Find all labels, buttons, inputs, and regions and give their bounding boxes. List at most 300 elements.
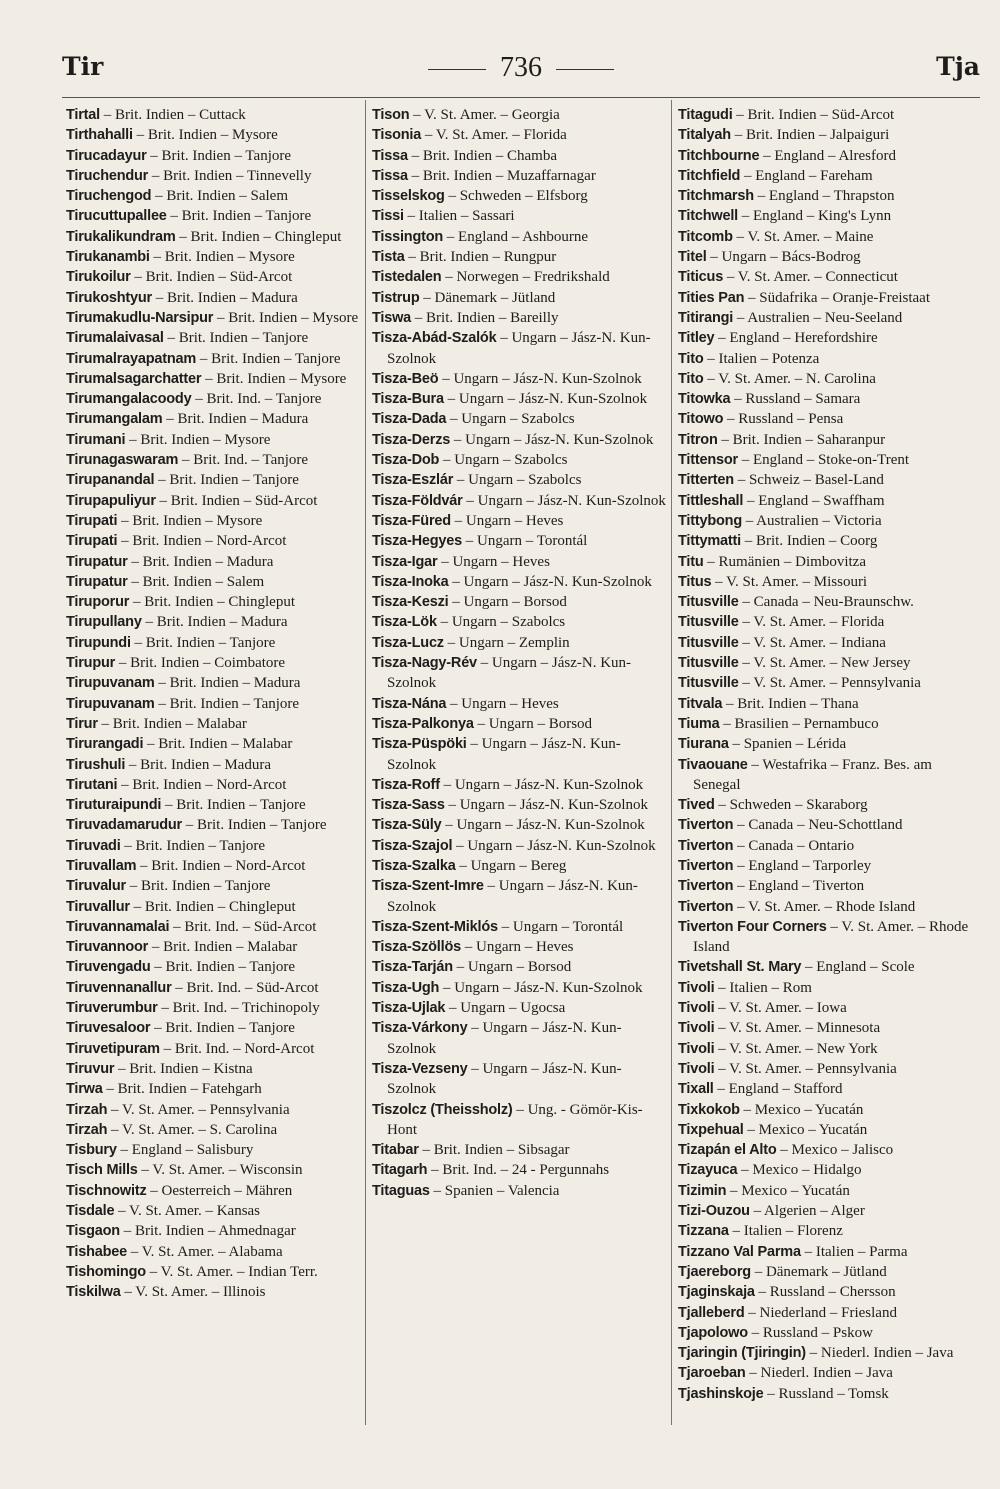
entry-place-name: Tirukanambi — [66, 249, 150, 266]
entry-place-name: Tizimin — [678, 1182, 727, 1199]
gazetteer-entry — [66, 166, 360, 186]
gazetteer-entry — [678, 815, 978, 835]
gazetteer-entry — [678, 1079, 978, 1099]
entry-location-details: – Brit. Indien – Salem — [155, 188, 288, 205]
entry-place-name: Tisgaon — [66, 1223, 120, 1240]
gazetteer-entry — [372, 369, 666, 389]
entry-location-details: – V. St. Amer. – Rhode Island — [737, 898, 916, 915]
entry-place-name: Tities Pan — [678, 289, 745, 306]
entry-location-details: – V. St. Amer. – Missouri — [715, 573, 868, 590]
gazetteer-entry — [372, 186, 666, 206]
gazetteer-entry — [372, 227, 666, 247]
entry-place-name: Tiuma — [678, 715, 720, 732]
gazetteer-entry — [372, 450, 666, 470]
gazetteer-entry — [372, 795, 666, 815]
entry-location-details: – England – Swaffham — [746, 492, 885, 509]
entry-place-name: Tishomingo — [66, 1263, 146, 1280]
entry-location-details: – Brit. Indien – Mysore — [153, 249, 295, 266]
entry-place-name: Tizayuca — [678, 1162, 738, 1179]
entry-place-name: Tittymatti — [678, 533, 741, 550]
entry-location-details: – Norwegen – Fredrikshald — [445, 269, 610, 286]
gazetteer-entry — [66, 1120, 360, 1140]
gazetteer-entry — [678, 511, 978, 531]
entry-location-details: – Brit. Indien – Süd-Arcot — [134, 269, 293, 286]
gazetteer-entry — [66, 1160, 360, 1180]
gazetteer-entry — [372, 876, 666, 917]
gazetteer-entry — [678, 1282, 978, 1302]
gazetteer-column-3 — [678, 105, 978, 1404]
entry-place-name: Tiverton — [678, 878, 734, 895]
entry-place-name: Tisza-Lucz — [372, 634, 444, 651]
gazetteer-entry — [66, 1079, 360, 1099]
entry-location-details: – Ungarn – Jász-N. Kun-Szolnok — [442, 370, 642, 387]
entry-location-details: – Ungarn – Jász-N. Kun-Szolnok — [387, 1060, 622, 1098]
entry-place-name: Tisza-Derzs — [372, 431, 451, 448]
entry-location-details: – Mexico – Yucatán — [730, 1182, 850, 1199]
entry-location-details: – England – Scole — [805, 959, 915, 976]
gazetteer-entry — [372, 166, 666, 186]
entry-place-name: Tirukoilur — [66, 269, 131, 286]
entry-location-details: – Ungarn – Zemplin — [447, 634, 570, 651]
entry-location-details: – Mexico – Yucatán — [743, 1101, 864, 1118]
gazetteer-entry — [66, 247, 360, 267]
entry-location-details: – Ungarn – Jász-N. Kun-Szolnok — [442, 979, 643, 996]
gazetteer-entry — [66, 612, 360, 632]
entry-location-details: – Brit. Indien – Tanjore — [158, 695, 300, 712]
entry-place-name: Tisza-Szajol — [372, 837, 453, 854]
entry-location-details: – Brit. Indien – Coimbatore — [118, 655, 286, 672]
gazetteer-entry — [372, 1181, 666, 1201]
gazetteer-entry — [66, 755, 360, 775]
gazetteer-entry — [678, 470, 978, 490]
gazetteer-entry — [678, 389, 978, 409]
entry-location-details: – Russland – Pensa — [727, 411, 844, 428]
entry-place-name: Tjaroeban — [678, 1365, 746, 1382]
entry-place-name: Tiruturaipundi — [66, 797, 162, 814]
entry-location-details: – Brit. Indien – Süd-Arcot — [159, 492, 318, 509]
entry-location-details: – Brit. Indien – Chingleput — [132, 594, 296, 611]
entry-location-details: – Ungarn – Szabolcs — [442, 452, 568, 469]
gazetteer-entry — [678, 1059, 978, 1079]
gazetteer-entry — [372, 430, 666, 450]
entry-place-name: Tissa — [372, 167, 408, 184]
gazetteer-entry — [66, 1181, 360, 1201]
gazetteer-entry — [678, 227, 978, 247]
entry-place-name: Titicus — [678, 269, 724, 286]
entry-location-details: – Brit. Indien – Mysore — [121, 512, 263, 529]
entry-place-name: Tirutani — [66, 776, 118, 793]
entry-place-name: Titusville — [678, 655, 739, 672]
gazetteer-entry — [372, 978, 666, 998]
entry-place-name: Tittensor — [678, 452, 738, 469]
entry-place-name: Titalyah — [678, 127, 731, 144]
entry-location-details: – Ungarn – Borsod — [477, 715, 593, 732]
entry-place-name: Tirtal — [66, 107, 100, 123]
gazetteer-entry — [66, 917, 360, 937]
gazetteer-entry — [678, 673, 978, 693]
gazetteer-entry — [372, 998, 666, 1018]
entry-location-details: – Brit. Indien – Madura — [166, 411, 309, 428]
gazetteer-entry — [66, 552, 360, 572]
entry-location-details: – Brit. Indien – Cuttack — [103, 107, 246, 123]
gazetteer-entry — [66, 856, 360, 876]
gazetteer-entry — [372, 511, 666, 531]
entry-location-details: – Brit. Indien – Chingleput — [133, 898, 296, 915]
entry-location-details: – Schweden – Elfsborg — [448, 188, 588, 205]
header-rule — [62, 97, 980, 98]
entry-location-details: – Italien – Parma — [804, 1243, 908, 1260]
entry-location-details: – Brit. Indien – Tanjore — [129, 878, 271, 895]
entry-place-name: Tirthahalli — [66, 127, 133, 144]
entry-location-details: – Mexico – Hidalgo — [741, 1162, 862, 1179]
gazetteer-entry — [678, 897, 978, 917]
entry-place-name: Tischnowitz — [66, 1182, 147, 1199]
entry-place-name: Tirzah — [66, 1121, 108, 1138]
entry-location-details: – Brit. Indien – Rungpur — [408, 249, 557, 266]
entry-place-name: Titchbourne — [678, 147, 760, 164]
entry-location-details: – Brit. Indien – Coorg — [744, 533, 878, 550]
gazetteer-entry — [66, 1100, 360, 1120]
gazetteer-entry — [678, 734, 978, 754]
entry-place-name: Tirupati — [66, 512, 118, 529]
entry-location-details: – V. St. Amer. – Florida — [424, 127, 567, 144]
entry-location-details: – Brit. Indien – Tanjore — [154, 1020, 295, 1037]
gazetteer-entry — [66, 1242, 360, 1262]
gazetteer-entry — [372, 612, 666, 632]
gazetteer-entry — [372, 775, 666, 795]
entry-location-details: – Oesterreich – Mähren — [150, 1182, 293, 1199]
entry-location-details: – Brit. Indien – Madura — [128, 756, 271, 773]
gazetteer-entry — [66, 633, 360, 653]
entry-location-details: – England – Salisbury — [120, 1142, 254, 1159]
entry-place-name: Tirumangalam — [66, 411, 163, 428]
gazetteer-entry — [678, 876, 978, 896]
entry-location-details: – Algerien – Alger — [753, 1203, 865, 1220]
entry-place-name: Tiverton — [678, 837, 734, 854]
gazetteer-entry — [678, 1323, 978, 1343]
gazetteer-entry — [66, 998, 360, 1018]
entry-location-details: – V. St. Amer. – Connecticut — [726, 269, 898, 286]
entry-location-details: – Brit. Indien – Salem — [131, 573, 265, 590]
entry-location-details: – Russland – Samara — [734, 391, 861, 408]
gazetteer-entry — [678, 1100, 978, 1120]
gazetteer-entry — [678, 430, 978, 450]
gazetteer-entry — [66, 125, 360, 145]
entry-place-name: Titusville — [678, 594, 739, 611]
entry-location-details: – Brit. Indien – Madura — [145, 614, 288, 631]
entry-location-details: – Italien – Sassari — [407, 208, 515, 225]
entry-place-name: Tito — [678, 350, 704, 367]
gazetteer-entry — [66, 714, 360, 734]
gazetteer-entry — [372, 1018, 666, 1059]
gazetteer-entry — [678, 653, 978, 673]
entry-location-details: – Ungarn – Jász-N. Kun-Szolnok — [387, 655, 632, 692]
page-header — [62, 52, 980, 92]
gazetteer-entry — [372, 1100, 666, 1141]
gazetteer-entry — [678, 186, 978, 206]
gazetteer-entry — [66, 146, 360, 166]
gazetteer-entry — [678, 369, 978, 389]
entry-place-name: Tirupapuliyur — [66, 492, 156, 509]
entry-place-name: Titowka — [678, 391, 731, 408]
gazetteer-entry — [372, 308, 666, 328]
gazetteer-entry — [678, 1384, 978, 1404]
column-divider — [671, 100, 672, 1425]
gazetteer-entry — [372, 653, 666, 694]
gazetteer-entry — [678, 491, 978, 511]
entry-location-details: – England – Thrapston — [757, 188, 895, 205]
entry-location-details: – Brit. Indien – Tanjore — [150, 147, 292, 164]
gazetteer-entry — [66, 531, 360, 551]
entry-place-name: Tisza-Ujlak — [372, 1000, 446, 1017]
entry-place-name: Tisch Mills — [66, 1162, 138, 1179]
gazetteer-entry — [66, 572, 360, 592]
entry-location-details: – Brit. Ind. – Süd-Arcot — [175, 979, 319, 996]
header-right-catchword: Tja — [936, 52, 980, 81]
entry-place-name: Tisza-Igar — [372, 553, 438, 570]
gazetteer-entry — [678, 836, 978, 856]
entry-location-details: – Brit. Indien – Madura — [131, 553, 274, 570]
entry-place-name: Tizzano Val Parma — [678, 1243, 801, 1260]
entry-place-name: Tiruchendur — [66, 167, 149, 184]
gazetteer-entry — [372, 714, 666, 734]
entry-location-details: – V. St. Amer. – Pennsylvania — [742, 675, 921, 692]
gazetteer-entry — [66, 734, 360, 754]
entry-place-name: Tirurangadi — [66, 736, 144, 753]
entry-location-details: – Brit. Indien – Mysore — [216, 309, 359, 326]
entry-place-name: Titterten — [678, 472, 734, 489]
entry-place-name: Tisza-Roff — [372, 776, 440, 793]
page-number: 736 — [500, 52, 542, 83]
entry-place-name: Titvala — [678, 695, 723, 712]
entry-location-details: – V. St. Amer. – Pennsylvania — [718, 1060, 897, 1077]
gazetteer-entry — [66, 653, 360, 673]
entry-location-details: – Brit. Indien – Malabar — [101, 715, 247, 732]
gazetteer-entry — [372, 288, 666, 308]
gazetteer-entry — [678, 694, 978, 714]
gazetteer-entry — [66, 937, 360, 957]
entry-location-details: – V. St. Amer. – New Jersey — [742, 655, 911, 672]
entry-location-details: – Brit. Indien – Madura — [155, 289, 298, 306]
gazetteer-entry — [372, 470, 666, 490]
gazetteer-entry — [372, 389, 666, 409]
gazetteer-entry — [678, 1201, 978, 1221]
entry-location-details: – Ungarn – Jász-N. Kun-Szolnok — [387, 1020, 622, 1057]
entry-place-name: Titaguas — [372, 1182, 430, 1199]
entry-place-name: Tisza-Vezseny — [372, 1060, 468, 1077]
entry-location-details: – V. St. Amer. – Alabama — [130, 1243, 283, 1260]
gazetteer-entry — [66, 288, 360, 308]
gazetteer-entry — [678, 288, 978, 308]
entry-location-details: – Brit. Indien – Mysore — [136, 127, 278, 144]
gazetteer-entry — [372, 247, 666, 267]
entry-location-details: – V. St. Amer. – Maine — [736, 228, 874, 245]
entry-place-name: Tisza-Hegyes — [372, 533, 463, 550]
gazetteer-entry — [66, 897, 360, 917]
entry-location-details: – Canada – Neu-Schottland — [737, 817, 903, 834]
gazetteer-entry — [678, 592, 978, 612]
entry-place-name: Tizi-Ouzou — [678, 1203, 750, 1220]
entry-location-details: – Dänemark – Jütland — [754, 1263, 887, 1280]
entry-location-details: – England – Herefordshire — [718, 330, 878, 347]
gazetteer-entry — [372, 125, 666, 145]
entry-location-details: – Ungarn – Jász-N. Kun-Szolnok — [448, 797, 649, 814]
entry-location-details: – Ungarn – Jász-N. Kun-Szolnok — [387, 878, 638, 915]
gazetteer-entry — [66, 389, 360, 409]
entry-place-name: Tirupati — [66, 533, 118, 550]
entry-location-details: – V. St. Amer. – Georgia — [413, 107, 560, 123]
entry-place-name: Tisdale — [66, 1203, 115, 1220]
gazetteer-entry — [678, 1140, 978, 1160]
entry-place-name: Tirzah — [66, 1101, 108, 1118]
entry-location-details: – Brit. Indien – Ahmednagar — [123, 1223, 296, 1240]
entry-place-name: Tiruverumbur — [66, 1000, 158, 1017]
gazetteer-entry — [678, 1039, 978, 1059]
gazetteer-entry — [678, 795, 978, 815]
entry-location-details: – Ungarn – Heves — [450, 695, 559, 712]
entry-place-name: Tixall — [678, 1081, 714, 1098]
entry-location-details: – Schweiz – Basel-Land — [737, 472, 884, 489]
gazetteer-entry — [66, 328, 360, 348]
entry-place-name: Tiruvadamarudur — [66, 817, 182, 834]
gazetteer-entry — [66, 1140, 360, 1160]
entry-location-details: – Niederl. Indien – Java — [809, 1345, 954, 1362]
gazetteer-entry — [66, 491, 360, 511]
gazetteer-entry — [66, 957, 360, 977]
gazetteer-entry — [372, 734, 666, 775]
gazetteer-entry — [678, 531, 978, 551]
entry-location-details: – Ungarn – Torontál — [465, 533, 588, 550]
entry-location-details: – V. St. Amer. – S. Carolina — [111, 1121, 278, 1138]
entry-location-details: – Brit. Indien – Jalpaiguri — [734, 127, 890, 144]
entry-location-details: – Mexico – Jalisco — [780, 1142, 894, 1159]
entry-place-name: Tiruvur — [66, 1060, 115, 1077]
gazetteer-entry — [678, 166, 978, 186]
gazetteer-entry — [372, 105, 666, 125]
gazetteer-entry — [66, 1221, 360, 1241]
entry-place-name: Titagudi — [678, 107, 733, 123]
entry-place-name: Tiruchengod — [66, 188, 152, 205]
entry-location-details: – England – Stoke-on-Trent — [741, 452, 910, 469]
gazetteer-entry — [678, 714, 978, 734]
gazetteer-entry — [66, 815, 360, 835]
gazetteer-entry — [678, 1303, 978, 1323]
gazetteer-entry — [678, 125, 978, 145]
gazetteer-column-2 — [372, 105, 666, 1201]
entry-place-name: Tiverton Four Corners — [678, 918, 827, 935]
entry-place-name: Tivoli — [678, 1040, 715, 1057]
entry-place-name: Tiruvannamalai — [66, 918, 170, 935]
entry-location-details: – Australien – Victoria — [745, 512, 882, 529]
entry-location-details: – Ungarn – Bereg — [459, 857, 567, 874]
entry-place-name: Tisza-Keszi — [372, 594, 449, 611]
entry-location-details: – Brit. Indien – Tanjore — [199, 350, 341, 367]
entry-location-details: – England – Fareham — [743, 167, 873, 184]
gazetteer-entry — [678, 1160, 978, 1180]
entry-place-name: Tizapán el Alto — [678, 1142, 777, 1159]
entry-location-details: – Westafrika – Franz. Bes. am Senegal — [693, 756, 932, 793]
entry-location-details: – Brit. Indien – Fatehgarh — [106, 1081, 262, 1098]
entry-location-details: – Ungarn – Jász-N. Kun-Szolnok — [456, 837, 656, 854]
gazetteer-entry — [372, 491, 666, 511]
entry-location-details: – V. St. Amer. – Iowa — [718, 1000, 847, 1017]
entry-place-name: Tirucadayur — [66, 147, 147, 164]
entry-location-details: – Brit. Indien – Tanjore — [134, 634, 276, 651]
gazetteer-entry — [678, 247, 978, 267]
entry-location-details: – Brit. Indien – Tanjore — [185, 817, 327, 834]
gazetteer-entry — [372, 1059, 666, 1100]
gazetteer-entry — [66, 1282, 360, 1302]
gazetteer-entry — [678, 328, 978, 348]
entry-location-details: – V. St. Amer. – Pennsylvania — [111, 1101, 290, 1118]
gazetteer-entry — [678, 998, 978, 1018]
gazetteer-entry — [678, 1262, 978, 1282]
gazetteer-entry — [678, 856, 978, 876]
entry-place-name: Tisza-Szalka — [372, 857, 456, 874]
entry-place-name: Tiswa — [372, 309, 412, 326]
gazetteer-entry — [372, 592, 666, 612]
entry-location-details: – Brit. Indien – Tanjore — [158, 472, 299, 489]
gazetteer-entry — [678, 1363, 978, 1383]
gazetteer-entry — [372, 572, 666, 592]
entry-place-name: Tivoli — [678, 1000, 715, 1017]
gazetteer-entry — [66, 369, 360, 389]
gazetteer-entry — [66, 308, 360, 328]
entry-location-details: – Ungarn – Ugocsa — [449, 1000, 566, 1017]
entry-location-details: – Canada – Ontario — [737, 837, 855, 854]
gazetteer-entry — [678, 1181, 978, 1201]
entry-location-details: – Ungarn – Szabolcs — [440, 614, 566, 631]
entry-place-name: Tirumalsagarchatter — [66, 370, 202, 387]
entry-location-details: – Brit. Indien – Saharanpur — [721, 431, 886, 448]
entry-location-details: – V. St. Amer. – Florida — [742, 614, 885, 631]
entry-location-details: – Dänemark – Jütland — [423, 289, 556, 306]
entry-location-details: – Brit. Ind. – 24 - Pergunnahs — [431, 1162, 610, 1179]
entry-location-details: – Brit. Indien – Mysore — [205, 370, 347, 387]
entry-place-name: Tisza-Inoka — [372, 573, 449, 590]
entry-location-details: – Ungarn – Szabolcs — [456, 472, 582, 489]
entry-place-name: Titcomb — [678, 228, 733, 245]
entry-location-details: – V. St. Amer. – Minnesota — [718, 1020, 881, 1037]
entry-place-name: Tisza-Lök — [372, 614, 437, 631]
gazetteer-entry — [66, 227, 360, 247]
entry-place-name: Tisza-Beö — [372, 370, 439, 387]
entry-place-name: Titirangi — [678, 309, 734, 326]
gazetteer-entry — [66, 1039, 360, 1059]
gazetteer-entry — [66, 470, 360, 490]
entry-place-name: Tissi — [372, 208, 404, 225]
entry-location-details: – Brit. Indien – Kistna — [118, 1060, 253, 1077]
entry-place-name: Tivoli — [678, 979, 715, 996]
entry-location-details: – Mexico – Yucatán — [747, 1121, 868, 1138]
gazetteer-entry — [372, 856, 666, 876]
entry-location-details: – Ungarn – Borsod — [456, 959, 572, 976]
entry-place-name: Tirupur — [66, 655, 116, 672]
gazetteer-entry — [678, 409, 978, 429]
entry-place-name: Tirukoshtyur — [66, 289, 152, 306]
page-number-block — [62, 52, 980, 84]
gazetteer-entry — [66, 450, 360, 470]
entry-place-name: Titchmarsh — [678, 188, 754, 205]
gazetteer-entry — [66, 105, 360, 125]
entry-place-name: Titusville — [678, 634, 739, 651]
entry-location-details: – Australien – Neu-Seeland — [736, 309, 903, 326]
entry-place-name: Tirunagaswaram — [66, 452, 179, 469]
gazetteer-entry — [372, 146, 666, 166]
entry-location-details: – Russland – Pskow — [751, 1324, 873, 1341]
entry-location-details: – Ungarn – Borsod — [452, 594, 567, 611]
entry-place-name: Tito — [678, 370, 704, 387]
